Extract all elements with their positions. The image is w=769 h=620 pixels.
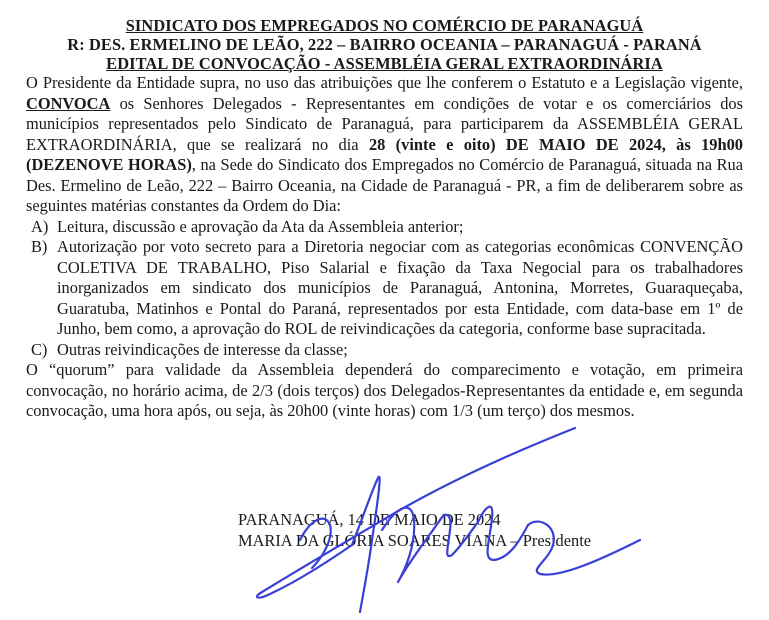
- intro-text-b: os Senhores Delegados - Representantes em condições de votar e os comerciários dos municípios representados pelo Sindicato de Paranaguá, para participarem da ASSEMBLÉIA GERAL EXTRAORDINÁRIA, que se realizará no dia: [26, 93, 743, 154]
- quorum-paragraph: O “quorum” para validade da Assembleia dependerá do comparecimento e votação, em primeira convocação, no horário acima, de 2/3 (dois terços) dos Delegados-Representantes da entidade e, em segunda convocação, uma hora após, ou seja, às 20h00 (vinte horas) com 1/3 (um terço) dos mesmos.: [26, 360, 743, 420]
- assembly-date: 28 (vinte e oito) DE MAIO DE 2024, às 19h00 (DEZENOVE HORAS): [26, 134, 743, 174]
- notice-title-heading: EDITAL DE CONVOCAÇÃO - ASSEMBLÉIA GERAL EXTRAORDINÁRIA: [106, 54, 663, 73]
- union-name-heading: SINDICATO DOS EMPREGADOS NO COMÉRCIO DE PARANAGUÁ: [125, 16, 644, 35]
- agenda-list: [26, 217, 743, 361]
- agenda-item: [26, 217, 743, 238]
- intro-paragraph: [26, 73, 743, 217]
- intro-text-c: , na Sede do Sindicato dos Empregados no Comércio de Paranaguá, situada na Rua Des. Ermelino de Leão, 222 – Bairro Oceania, na Cidade de Paranaguá - PR, a fim de deliberarem sobre as seguintes matérias constantes da Ordem do Dia:: [26, 155, 743, 215]
- agenda-text: Autorização por voto secreto para a Diretoria negociar com as categorias econômicas CONVENÇÃO COLETIVA DE TRABALHO, Piso Salarial e fixação da Taxa Negocial para os trabalhadores inorganizados em sindicato dos municípios de Paranaguá, Antonina, Morretes, Guaraqueçaba, Guaratuba, Matinhos e Pontal do Paraná, representados por esta Entidade, com data-base em 1º de Junho, bem como, a aprovação do ROL de reivindicações da categoria, conforme base supracitada.: [57, 237, 743, 338]
- signatory-line: MARIA DA GLÓRIA SOARES VIANA – Presidente: [238, 531, 592, 550]
- agenda-item: [26, 237, 743, 340]
- place-date-line: PARANAGUÁ, 14 DE MAIO DE 2024: [238, 510, 501, 529]
- agenda-marker: C): [31, 339, 48, 359]
- agenda-marker: B): [31, 237, 48, 256]
- agenda-marker: A): [31, 216, 49, 236]
- union-address-heading: R: DES. ERMELINO DE LEÃO, 222 – BAIRRO OCEANIA – PARANAGUÁ - PARANÁ: [67, 35, 702, 54]
- intro-text-a: O Presidente da Entidade supra, no uso das atribuições que lhe conferem o Estatuto e a Legislação vigente,: [26, 73, 743, 92]
- convoca-word: CONVOCA: [26, 93, 111, 113]
- agenda-item: [26, 340, 743, 361]
- agenda-text: Leitura, discussão e aprovação da Ata da Assembleia anterior;: [57, 216, 464, 236]
- agenda-text: Outras reivindicações de interesse da classe;: [57, 339, 348, 359]
